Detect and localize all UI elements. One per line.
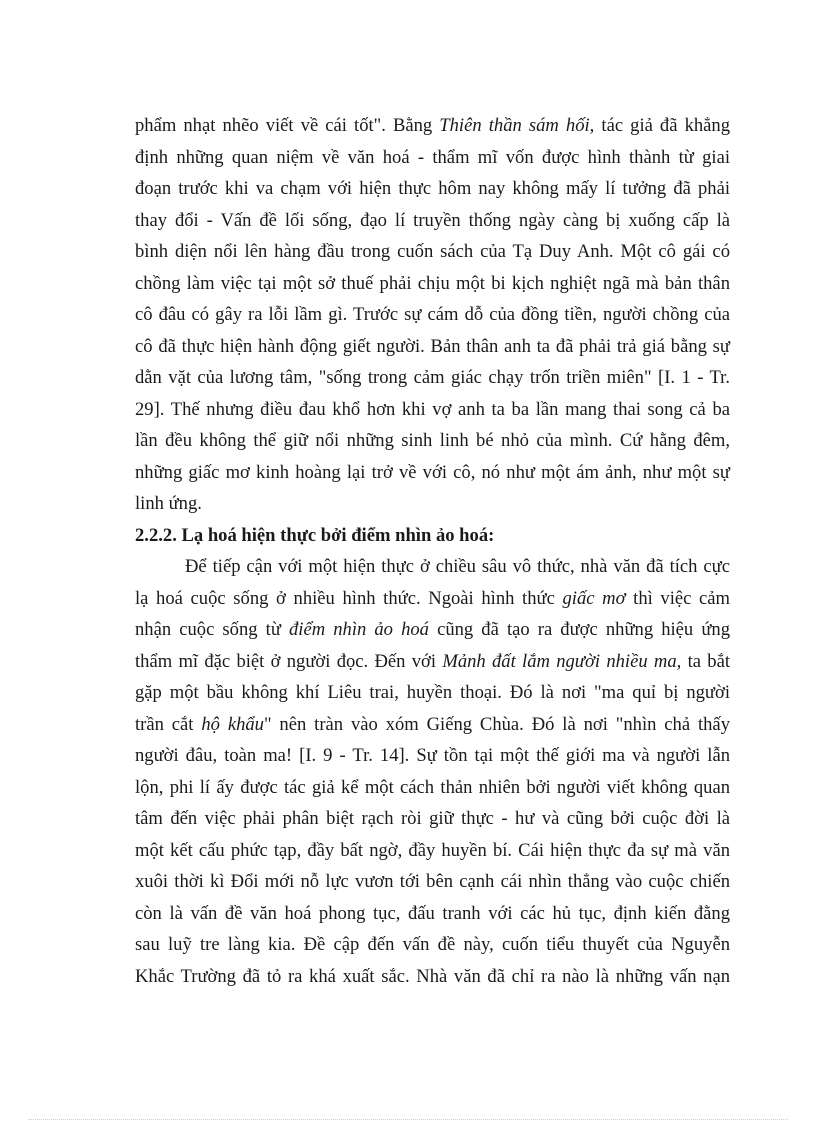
text-line: tâm đến việc phải phân biệt rạch ròi giữ thực - hư và cũng bởi cuộc đời là xyxy=(135,808,730,829)
text-line: nhận cuộc sống từ điểm nhìn ảo hoá cũng đã tạo ra được những hiệu ứng xyxy=(135,619,730,640)
text-line: Để tiếp cận với một hiện thực ở chiều sâu vô thức, nhà văn đã tích cực xyxy=(185,556,730,577)
document-page xyxy=(135,110,730,992)
page-bottom-divider xyxy=(28,1119,788,1120)
book-title: Mảnh đất lắm người nhiều ma, xyxy=(442,650,682,672)
text-line: những giấc mơ kinh hoàng lại trở về với cô, nó như một ám ảnh, như một sự xyxy=(135,461,730,483)
text-line: một kết cấu phức tạp, đầy bất ngờ, đầy huyền bí. Cái hiện thực đa sự mà văn xyxy=(135,839,730,861)
text-line: thẩm mĩ đặc biệt ở người đọc. Đến với Mảnh đất lắm người nhiều ma, ta bắt xyxy=(135,650,730,672)
text-line: lần đều không thể giữ nổi những sinh linh bé nhỏ của mình. Cứ hằng đêm, xyxy=(135,430,730,451)
text-line: xuôi thời kì Đổi mới nỗ lực vươn tới bên cạnh cái nhìn thẳng vào cuộc chiến xyxy=(135,871,730,892)
text-line: phẩm nhạt nhẽo viết về cái tốt". Bằng Thiên thần sám hối, tác giả đã khẳng xyxy=(135,115,731,136)
emphasis: hộ khẩu xyxy=(201,713,264,735)
text-line: gặp một bầu không khí Liêu trai, huyền thoại. Đó là nơi "ma quỉ bị người xyxy=(135,682,730,703)
text-line: cô đâu có gây ra lỗi lầm gì. Trước sự cám dỗ của đồng tiền, người chồng của xyxy=(135,304,730,325)
paragraph-2 xyxy=(135,551,730,992)
text-line: người đâu, toàn ma! [I. 9 - Tr. 14]. Sự tồn tại một thế giới ma và người lẫn xyxy=(135,745,730,766)
emphasis: điểm nhìn ảo hoá xyxy=(289,619,429,640)
emphasis: giấc mơ xyxy=(562,587,626,609)
text-line: chồng làm việc tại một sở thuế phải chịu một bi kịch nghiệt ngã mà bản thân xyxy=(135,272,730,294)
text-line: cô đã thực hiện hành động giết người. Bản thân anh ta đã phải trả giá bằng sự xyxy=(135,335,730,357)
text-line: linh ứng. xyxy=(135,493,202,514)
text-line: 29]. Thế nhưng điều đau khổ hơn khi vợ anh ta ba lần mang thai song cả ba xyxy=(135,398,730,420)
text-line: thay đổi - Vấn đề lối sống, đạo lí truyền thống ngày càng bị xuống cấp là xyxy=(135,209,730,231)
text-line: bình diện nổi lên hàng đầu trong cuốn sách của Tạ Duy Anh. Một cô gái có xyxy=(135,241,730,262)
paragraph-1 xyxy=(135,110,730,520)
text-line: còn là vấn đề văn hoá phong tục, đấu tranh với các hủ tục, định kiến đằng xyxy=(135,902,730,924)
text-line: sau luỹ tre làng kia. Đề cập đến vấn đề này, cuốn tiểu thuyết của Nguyễn xyxy=(135,934,730,955)
text-line: định những quan niệm về văn hoá - thẩm mĩ vốn được hình thành từ giai xyxy=(135,146,730,168)
text-line: trần cắt hộ khẩu" nên tràn vào xóm Giếng Chùa. Đó là nơi "nhìn chả thấy xyxy=(135,713,730,735)
text-line: đoạn trước khi va chạm với hiện thực hôm nay không mấy lí tưởng đã phải xyxy=(135,178,730,199)
text-line: dằn vặt của lương tâm, "sống trong cảm giác chạy trốn triền miên" [I. 1 - Tr. xyxy=(135,367,730,388)
text-line: Khắc Trường đã tỏ ra khá xuất sắc. Nhà văn đã chỉ ra nào là những vấn nạn xyxy=(135,965,730,987)
text-line: lạ hoá cuộc sống ở nhiều hình thức. Ngoài hình thức giấc mơ thì việc cảm xyxy=(135,587,731,609)
text-line: lộn, phi lí ấy được tác giả kể một cách thản nhiên bởi người viết không quan xyxy=(135,776,730,798)
section-heading: 2.2.2. Lạ hoá hiện thực bởi điểm nhìn ảo hoá: xyxy=(135,524,495,546)
book-title: Thiên thần sám hối xyxy=(439,115,590,136)
